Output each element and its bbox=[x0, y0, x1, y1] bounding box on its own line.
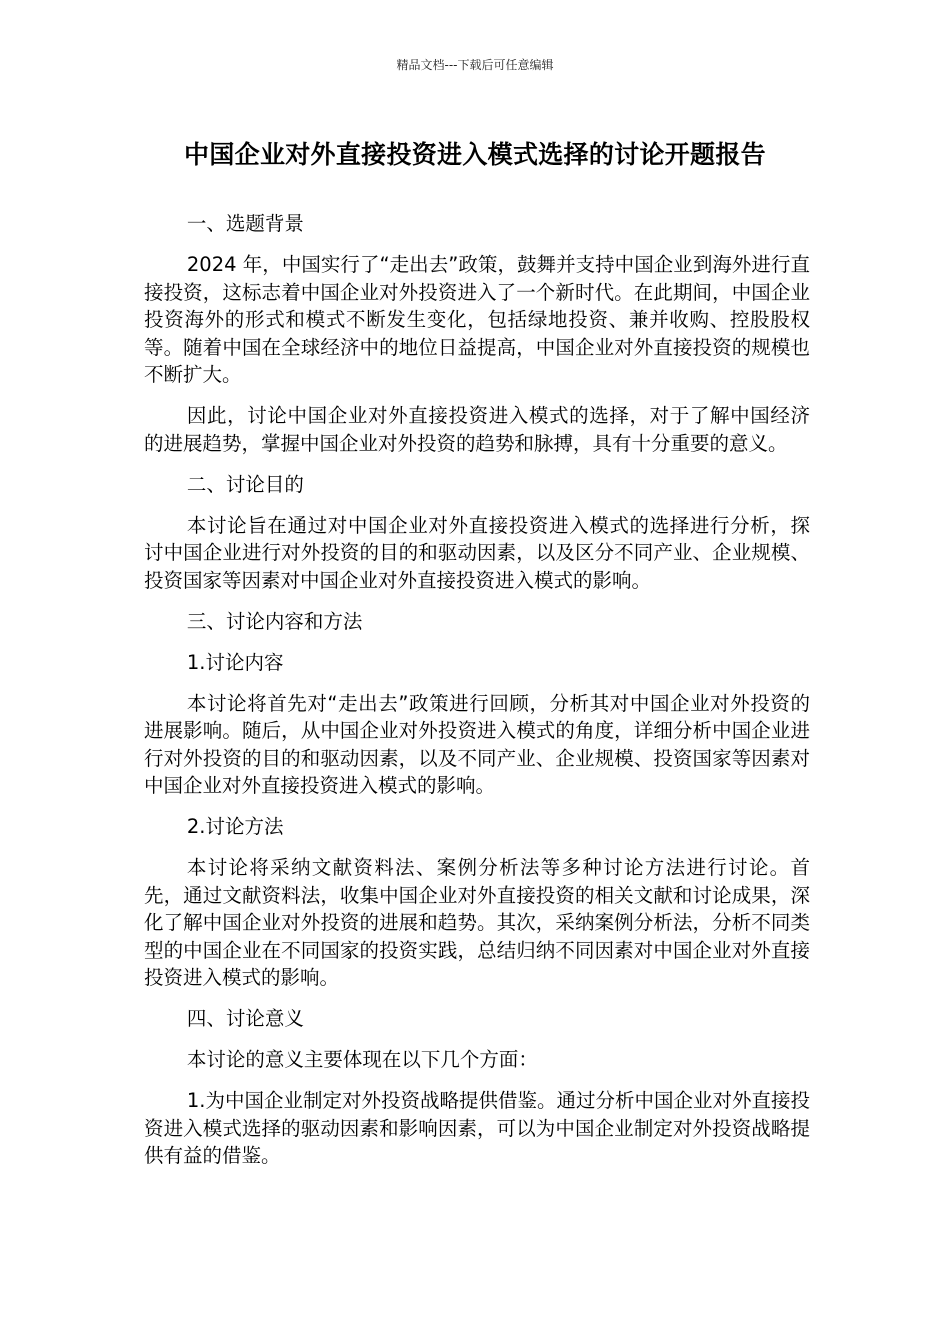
paragraph-background-2: 因此，讨论中国企业对外直接投资进入模式的选择，对于了解中国经济的进展趋势，掌握中国企业对外投资的趋势和脉搏，具有十分重要的意义。 bbox=[144, 404, 810, 455]
page-header-note: 精品文档---下载后可任意编辑 bbox=[396, 58, 554, 72]
paragraph-content: 本讨论将首先对“走出去”政策进行回顾，分析其对中国企业对外投资的进展影响。随后，从中国企业对外投资进入模式的角度，详细分析中国企业进行对外投资的目的和驱动因素，以及不同产业、企业规模、投资国家等因素对中国企业对外直接投资进入模式的影响。 bbox=[144, 691, 810, 797]
section-heading-content-methods: 三、讨论内容和方法 bbox=[186, 609, 363, 633]
subheading-methods: 2.讨论方法 bbox=[186, 815, 284, 838]
section-heading-purpose: 二、讨论目的 bbox=[186, 472, 304, 496]
section-heading-significance: 四、讨论意义 bbox=[186, 1007, 304, 1030]
document-body bbox=[144, 210, 810, 1183]
paragraph-significance-1: 1.为中国企业制定对外投资战略提供借鉴。通过分析中国企业对外直接投资进入模式选择的驱动因素和影响因素，可以为中国企业制定对外投资战略提供有益的借鉴。 bbox=[144, 1089, 810, 1167]
paragraph-purpose: 本讨论旨在通过对中国企业对外直接投资进入模式的选择进行分析，探讨中国企业进行对外投资的目的和驱动因素，以及区分不同产业、企业规模、投资国家等因素对中国企业对外直接投资进入模式的影响。 bbox=[144, 513, 810, 592]
paragraph-significance-intro: 本讨论的意义主要体现在以下几个方面： bbox=[186, 1048, 538, 1071]
section-heading-background: 一、选题背景 bbox=[186, 212, 304, 235]
subheading-content: 1.讨论内容 bbox=[186, 650, 284, 674]
document-title: 中国企业对外直接投资进入模式选择的讨论开题报告 bbox=[184, 140, 766, 169]
paragraph-background-1: 2024 年，中国实行了“走出去”政策，鼓舞并支持中国企业到海外进行直接投资，这标志着中国企业对外投资进入了一个新时代。在此期间，中国企业投资海外的形式和模式不断发生变化，包括绿地投资、兼并收购、控股股权等。随着中国在全球经济中的地位日益提高，中国企业对外直接投资的规模也不断扩大。 bbox=[144, 253, 810, 386]
paragraph-methods: 本讨论将采纳文献资料法、案例分析法等多种讨论方法进行讨论。首先，通过文献资料法，收集中国企业对外直接投资的相关文献和讨论成果，深化了解中国企业对外投资的进展和趋势。其次，采纳案例分析法，分析不同类型的中国企业在不同国家的投资实践，总结归纳不同因素对中国企业对外直接投资进入模式的影响。 bbox=[144, 856, 810, 989]
